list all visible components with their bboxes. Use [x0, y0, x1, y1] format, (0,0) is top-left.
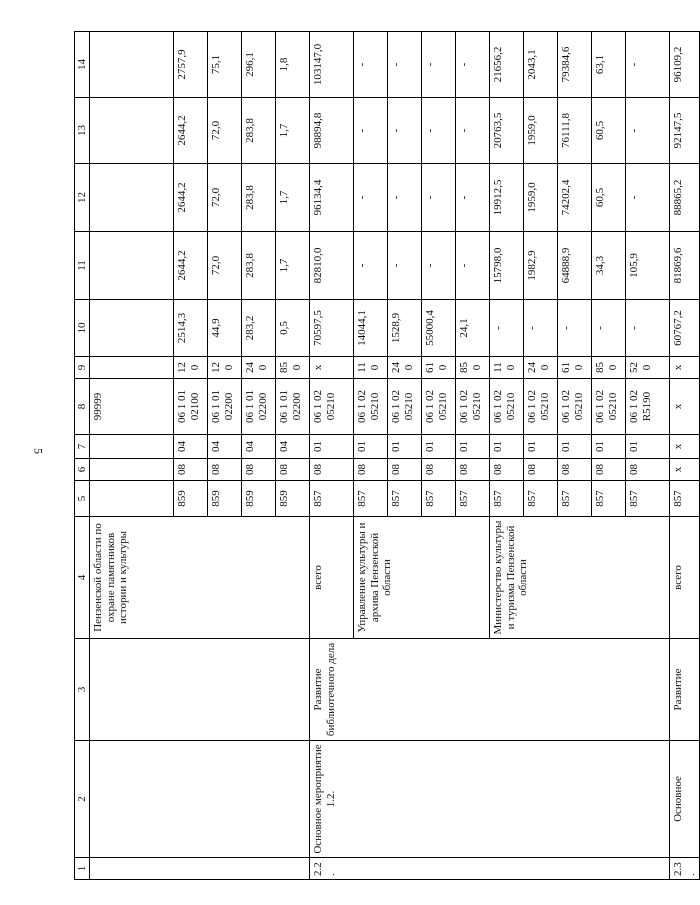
- cell-col-11: 72,0: [208, 232, 242, 300]
- header-cell-1: 1: [75, 858, 90, 880]
- cell-col-9: 120: [174, 357, 208, 379]
- cell-col-10: -: [490, 300, 524, 357]
- cell-col-8: 06 1 02 05210: [558, 379, 592, 435]
- cell-col-2: Основное мероприятие 1.2.: [310, 741, 670, 858]
- table-row: [310, 32, 354, 880]
- cell-col-12: -: [354, 164, 388, 232]
- cell-col-9: 110: [490, 357, 524, 379]
- cell-col-8: 06 1 01 02200: [208, 379, 242, 435]
- cell-col-7: x: [670, 435, 700, 459]
- header-cell-9: 9: [75, 357, 90, 379]
- cell-col-10: -: [626, 300, 670, 357]
- cell-col-13: -: [388, 98, 422, 164]
- cell-col-13: -: [626, 98, 670, 164]
- cell-col-8: 99999: [90, 379, 174, 435]
- cell-col-7: 04: [208, 435, 242, 459]
- cell-col-12: -: [422, 164, 456, 232]
- cell-col-6: 08: [276, 459, 310, 481]
- cell-col-5: 857: [524, 481, 558, 517]
- cell-col-10: -: [524, 300, 558, 357]
- cell-col-10: 0,5: [276, 300, 310, 357]
- cell-col-5: 859: [174, 481, 208, 517]
- cell-col-7: 01: [524, 435, 558, 459]
- cell-col-2: [90, 741, 310, 858]
- cell-col-13: 98894,8: [310, 98, 354, 164]
- cell-col-8: 06 1 02 R5190: [626, 379, 670, 435]
- cell-col-11: -: [422, 232, 456, 300]
- cell-col-10: -: [592, 300, 626, 357]
- cell-col-5: 857: [422, 481, 456, 517]
- cell-col-12: -: [388, 164, 422, 232]
- cell-col-8: 06 1 02 05210: [310, 379, 354, 435]
- cell-col-13: 283,8: [242, 98, 276, 164]
- cell-col-8: 06 1 02 05210: [456, 379, 490, 435]
- cell-col-14: [90, 32, 174, 98]
- cell-col-6: 08: [626, 459, 670, 481]
- cell-col-5: 859: [276, 481, 310, 517]
- header-cell-4: 4: [75, 517, 90, 639]
- cell-col-12: 60,5: [592, 164, 626, 232]
- header-cell-8: 8: [75, 379, 90, 435]
- cell-col-12: -: [456, 164, 490, 232]
- cell-col-6: 08: [174, 459, 208, 481]
- cell-col-8: 06 1 01 02200: [242, 379, 276, 435]
- cell-col-14: -: [626, 32, 670, 98]
- cell-col-12: [90, 164, 174, 232]
- header-cell-2: 2: [75, 741, 90, 858]
- cell-col-10: 24,1: [456, 300, 490, 357]
- cell-col-14: 21656,2: [490, 32, 524, 98]
- header-cell-13: 13: [75, 98, 90, 164]
- cell-col-6: 08: [490, 459, 524, 481]
- cell-col-14: 296,1: [242, 32, 276, 98]
- cell-col-4: всего: [670, 517, 700, 639]
- cell-col-8: 06 1 02 05210: [422, 379, 456, 435]
- cell-col-12: -: [626, 164, 670, 232]
- cell-col-7: 01: [626, 435, 670, 459]
- table-row: [670, 32, 700, 880]
- cell-col-8: 06 1 01 02200: [276, 379, 310, 435]
- cell-col-11: -: [456, 232, 490, 300]
- cell-col-6: 08: [388, 459, 422, 481]
- cell-col-6: 08: [592, 459, 626, 481]
- cell-col-5: 857: [592, 481, 626, 517]
- cell-col-11: 34,3: [592, 232, 626, 300]
- cell-col-5: 859: [208, 481, 242, 517]
- cell-col-7: 04: [174, 435, 208, 459]
- cell-col-5: 859: [242, 481, 276, 517]
- cell-col-7: 01: [592, 435, 626, 459]
- cell-col-10: [90, 300, 174, 357]
- cell-col-8: 06 1 02 05210: [388, 379, 422, 435]
- cell-col-13: 60,5: [592, 98, 626, 164]
- cell-col-1: 2.2.: [310, 858, 670, 880]
- cell-col-1: [90, 858, 310, 880]
- cell-col-5: 857: [388, 481, 422, 517]
- cell-col-14: -: [354, 32, 388, 98]
- cell-col-14: -: [388, 32, 422, 98]
- cell-col-11: 82810,0: [310, 232, 354, 300]
- cell-col-7: 01: [558, 435, 592, 459]
- cell-col-5: 857: [626, 481, 670, 517]
- cell-col-11: 1,7: [276, 232, 310, 300]
- cell-col-14: 75,1: [208, 32, 242, 98]
- cell-col-7: 01: [456, 435, 490, 459]
- cell-col-13: 92147,5: [670, 98, 700, 164]
- cell-col-7: 01: [354, 435, 388, 459]
- cell-col-10: 44,9: [208, 300, 242, 357]
- cell-col-12: 72,0: [208, 164, 242, 232]
- cell-col-14: 2043,1: [524, 32, 558, 98]
- header-cell-11: 11: [75, 232, 90, 300]
- cell-col-9: 240: [524, 357, 558, 379]
- cell-col-14: 63,1: [592, 32, 626, 98]
- cell-col-13: 76111,8: [558, 98, 592, 164]
- cell-col-2: Основное: [670, 741, 700, 858]
- cell-col-5: 857: [670, 481, 700, 517]
- cell-col-10: 2514,3: [174, 300, 208, 357]
- rotated-page: [74, 32, 697, 880]
- cell-col-9: 850: [276, 357, 310, 379]
- cell-col-6: 08: [558, 459, 592, 481]
- cell-col-6: 08: [242, 459, 276, 481]
- cell-col-5: 857: [310, 481, 354, 517]
- cell-col-14: 96109,2: [670, 32, 700, 98]
- cell-col-11: 64888,9: [558, 232, 592, 300]
- cell-col-7: 04: [276, 435, 310, 459]
- cell-col-12: 96134,4: [310, 164, 354, 232]
- cell-col-5: [90, 481, 174, 517]
- cell-col-11: 2644,2: [174, 232, 208, 300]
- cell-col-6: 08: [310, 459, 354, 481]
- cell-col-13: -: [354, 98, 388, 164]
- cell-col-6: [90, 459, 174, 481]
- cell-col-4: Пензенской области по охране памятников истории и культуры: [90, 517, 310, 639]
- cell-col-10: 1528,9: [388, 300, 422, 357]
- budget-table: [74, 31, 700, 880]
- cell-col-4: Министерство культуры и туризма Пензенской области: [490, 517, 670, 639]
- cell-col-10: 283,2: [242, 300, 276, 357]
- cell-col-8: x: [670, 379, 700, 435]
- cell-col-13: 1959,0: [524, 98, 558, 164]
- cell-col-13: [90, 98, 174, 164]
- cell-col-9: [90, 357, 174, 379]
- cell-col-6: 08: [354, 459, 388, 481]
- cell-col-13: 1,7: [276, 98, 310, 164]
- header-cell-7: 7: [75, 435, 90, 459]
- cell-col-14: 1,8: [276, 32, 310, 98]
- cell-col-12: 88865,2: [670, 164, 700, 232]
- cell-col-6: 08: [456, 459, 490, 481]
- cell-col-12: 74202,4: [558, 164, 592, 232]
- cell-col-9: 850: [456, 357, 490, 379]
- table-row: [90, 32, 174, 880]
- header-cell-5: 5: [75, 481, 90, 517]
- cell-col-7: 01: [310, 435, 354, 459]
- cell-col-10: 60767,2: [670, 300, 700, 357]
- cell-col-4: Управление культуры и архива Пензенской области: [354, 517, 490, 639]
- header-row: [75, 32, 90, 880]
- cell-col-6: 08: [208, 459, 242, 481]
- cell-col-9: 610: [558, 357, 592, 379]
- cell-col-7: 04: [242, 435, 276, 459]
- header-cell-6: 6: [75, 459, 90, 481]
- cell-col-9: x: [670, 357, 700, 379]
- cell-col-9: 850: [592, 357, 626, 379]
- cell-col-9: 610: [422, 357, 456, 379]
- cell-col-12: 2644,2: [174, 164, 208, 232]
- cell-col-7: 01: [490, 435, 524, 459]
- cell-col-11: [90, 232, 174, 300]
- cell-col-10: 55000,4: [422, 300, 456, 357]
- cell-col-10: 14044,1: [354, 300, 388, 357]
- cell-col-11: -: [354, 232, 388, 300]
- header-cell-12: 12: [75, 164, 90, 232]
- cell-col-13: -: [422, 98, 456, 164]
- cell-col-3: [90, 639, 310, 741]
- header-cell-3: 3: [75, 639, 90, 741]
- cell-col-3: Развитие библиотечного дела: [310, 639, 670, 741]
- cell-col-12: 1,7: [276, 164, 310, 232]
- cell-col-6: 08: [422, 459, 456, 481]
- cell-col-5: 857: [558, 481, 592, 517]
- cell-col-3: Развитие: [670, 639, 700, 741]
- cell-col-8: 06 1 02 05210: [592, 379, 626, 435]
- cell-col-8: 06 1 02 05210: [524, 379, 558, 435]
- cell-col-13: 2644,2: [174, 98, 208, 164]
- cell-col-12: 283,8: [242, 164, 276, 232]
- cell-col-7: 01: [388, 435, 422, 459]
- cell-col-7: 01: [422, 435, 456, 459]
- cell-col-12: 19912,5: [490, 164, 524, 232]
- cell-col-9: 110: [354, 357, 388, 379]
- cell-col-5: 857: [354, 481, 388, 517]
- cell-col-11: 105,9: [626, 232, 670, 300]
- page-number: 5: [31, 448, 46, 454]
- cell-col-5: 857: [490, 481, 524, 517]
- cell-col-8: 06 1 01 02100: [174, 379, 208, 435]
- cell-col-1: 2.3.: [670, 858, 700, 880]
- cell-col-14: 79384,6: [558, 32, 592, 98]
- cell-col-14: 103147,0: [310, 32, 354, 98]
- cell-col-14: -: [456, 32, 490, 98]
- cell-col-13: 72,0: [208, 98, 242, 164]
- cell-col-8: 06 1 02 05210: [490, 379, 524, 435]
- cell-col-12: 1959,0: [524, 164, 558, 232]
- cell-col-8: 06 1 02 05210: [354, 379, 388, 435]
- cell-col-9: 240: [388, 357, 422, 379]
- cell-col-9: 520: [626, 357, 670, 379]
- cell-col-6: x: [670, 459, 700, 481]
- cell-col-10: -: [558, 300, 592, 357]
- header-cell-14: 14: [75, 32, 90, 98]
- cell-col-7: [90, 435, 174, 459]
- cell-col-13: 20763,5: [490, 98, 524, 164]
- cell-col-4: всего: [310, 517, 354, 639]
- cell-col-11: -: [388, 232, 422, 300]
- cell-col-14: 2757,9: [174, 32, 208, 98]
- cell-col-9: 240: [242, 357, 276, 379]
- cell-col-11: 81869,6: [670, 232, 700, 300]
- cell-col-10: 70597,5: [310, 300, 354, 357]
- cell-col-13: -: [456, 98, 490, 164]
- cell-col-5: 857: [456, 481, 490, 517]
- header-cell-10: 10: [75, 300, 90, 357]
- cell-col-11: 15798,0: [490, 232, 524, 300]
- cell-col-14: -: [422, 32, 456, 98]
- cell-col-9: x: [310, 357, 354, 379]
- cell-col-6: 08: [524, 459, 558, 481]
- cell-col-11: 283,8: [242, 232, 276, 300]
- cell-col-11: 1982,9: [524, 232, 558, 300]
- cell-col-9: 120: [208, 357, 242, 379]
